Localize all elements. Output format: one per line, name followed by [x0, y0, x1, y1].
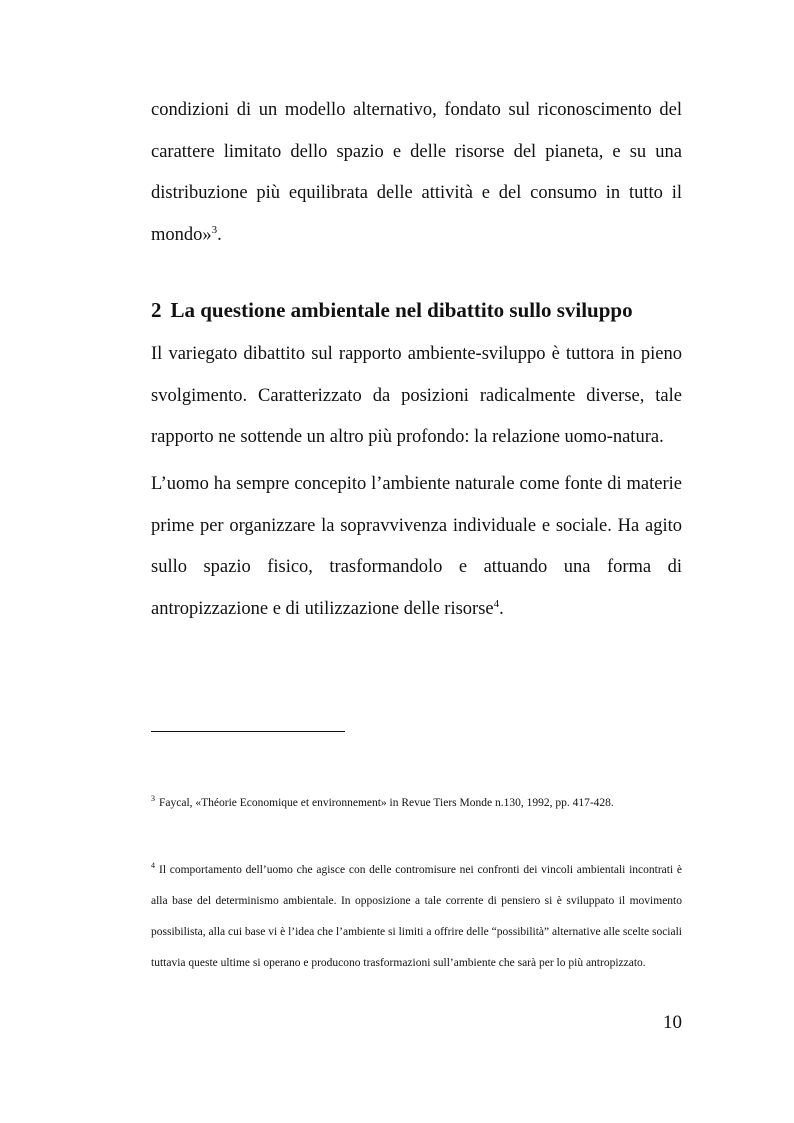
paragraph-section-intro: [151, 334, 682, 459]
footnote-text: Faycal, «Théorie Economique et environnement» in Revue Tiers Monde n.130, 1992, pp. 417-428.: [159, 797, 614, 809]
footnote-3: [151, 794, 682, 812]
page-number: 10: [663, 1012, 682, 1033]
footnote-4: [151, 855, 682, 979]
section-heading: [151, 292, 682, 328]
paragraph-continuation: [151, 90, 682, 256]
paragraph-end: .: [217, 224, 222, 245]
section-title: La questione ambientale nel dibattito sullo sviluppo: [170, 298, 633, 322]
footnote-reference-3[interactable]: 3: [211, 223, 218, 236]
footnote-text: Il comportamento dell’uomo che agisce con delle contromisure nei confronti dei vincoli ambientali incontrati è alla base del determinismo ambientale. In opposizione a tale corrente di pensiero si è sviluppato il movimento possibilista, alla cui base vi è l’idea che l’ambiente si limiti a offrire delle “possibilità” alternative alle scelte sociali tuttavia queste ultime si operano e producono trasformazioni sull’ambiente che sarà per lo più antropizzato.: [151, 864, 682, 969]
paragraph-end: .: [499, 598, 504, 619]
paragraph-text: Il variegato dibattito sul rapporto ambiente-sviluppo è tuttora in pieno svolgimento. Caratterizzato da posizioni radicalmente diverse, tale rapporto ne sottende un altro più profondo: la relazione uomo-natura.: [151, 344, 682, 447]
section-number: 2: [151, 298, 162, 322]
footnote-reference-4[interactable]: 4: [493, 597, 500, 610]
paragraph-text: L’uomo ha sempre concepito l’ambiente naturale come fonte di materie prime per organizzare la sopravvivenza individuale e sociale. Ha agito sullo spazio fisico, trasformandolo e attuando una forma di antropizzazione e di utilizzazione delle risorse: [151, 474, 682, 619]
paragraph-section-body: [151, 464, 682, 630]
paragraph-text: condizioni di un modello alternativo, fondato sul riconoscimento del carattere limitato dello spazio e delle risorse del pianeta, e su una distribuzione più equilibrata delle attività e del consumo in tutto il mondo»: [151, 100, 682, 245]
footnote-marker: 3: [151, 794, 155, 804]
footnote-separator: [151, 731, 345, 732]
footnote-marker: 4: [151, 861, 155, 871]
